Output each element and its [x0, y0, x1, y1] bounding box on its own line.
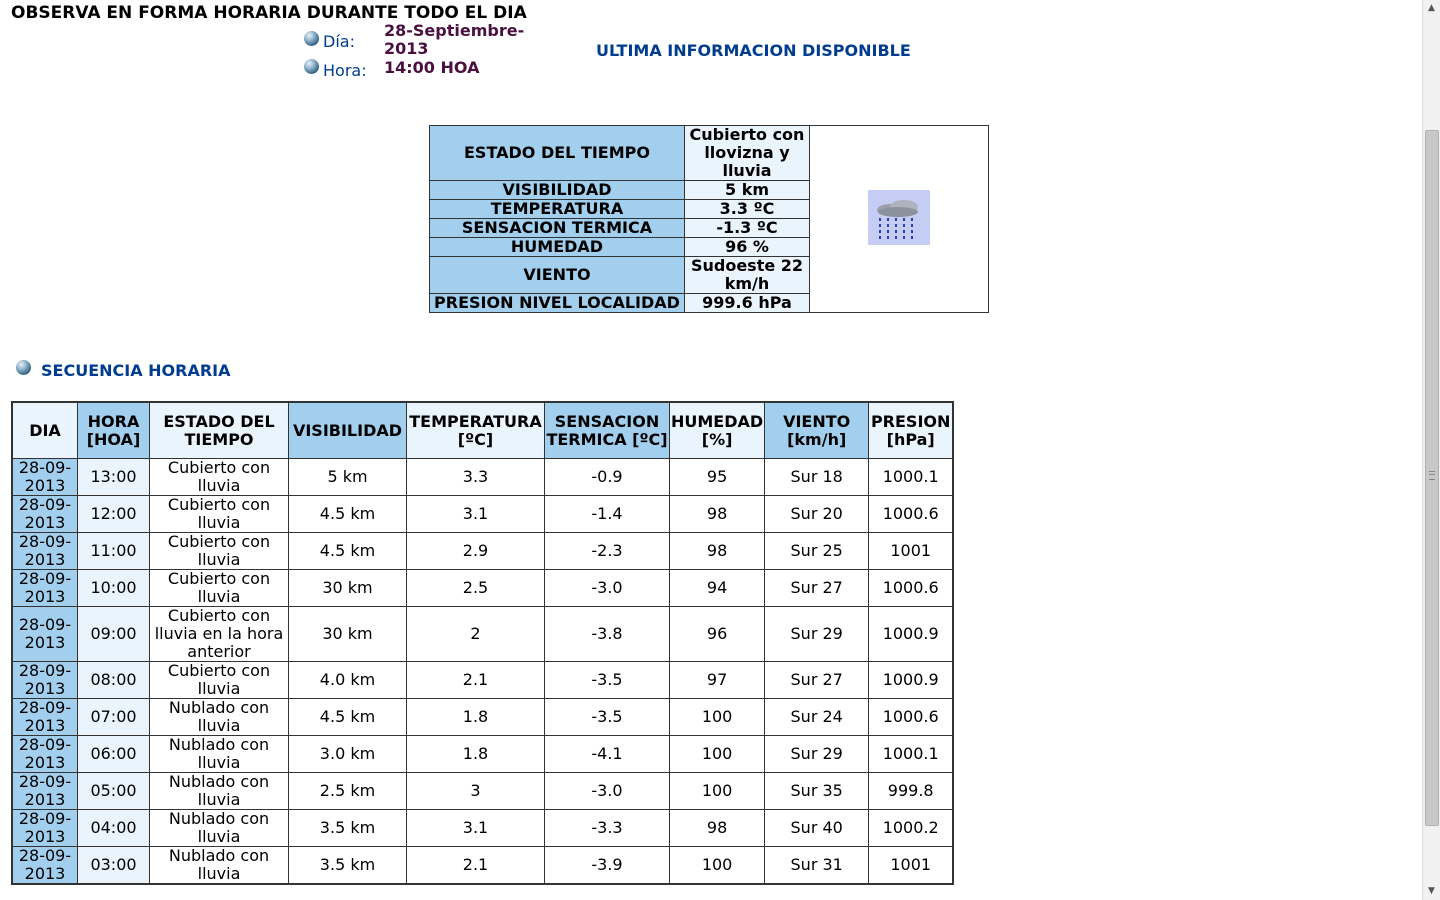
bullet-orb-icon — [304, 31, 319, 46]
table-cell-hora: 03:00 — [78, 847, 150, 885]
table-row — [12, 847, 953, 885]
table-cell-vis: 30 km — [289, 570, 407, 607]
table-cell-estado: Cubierto con lluvia — [150, 662, 289, 699]
table-cell-dia: 28-09-2013 — [12, 533, 78, 570]
table-cell-pres: 1000.6 — [869, 570, 954, 607]
table-cell-hum: 100 — [670, 699, 765, 736]
table-cell-vis: 5 km — [289, 459, 407, 496]
table-cell-hum: 100 — [670, 736, 765, 773]
table-row — [12, 459, 953, 496]
bullet-orb-icon — [16, 360, 31, 375]
table-row — [12, 736, 953, 773]
table-cell-vis: 2.5 km — [289, 773, 407, 810]
table-cell-temp: 1.8 — [407, 736, 545, 773]
column-header: HORA [HOA] — [78, 402, 150, 459]
day-value-line2: 2013 — [384, 39, 429, 58]
table-cell-hum: 98 — [670, 533, 765, 570]
table-cell-estado: Nublado con lluvia — [150, 699, 289, 736]
table-cell-viento: Sur 27 — [765, 570, 869, 607]
current-label: PRESION NIVEL LOCALIDAD — [430, 294, 685, 313]
column-header: VISIBILIDAD — [289, 402, 407, 459]
bullet-orb-icon — [304, 59, 319, 74]
table-row — [12, 662, 953, 699]
hour-label: Hora: — [323, 61, 367, 80]
table-cell-temp: 3.1 — [407, 496, 545, 533]
table-cell-vis: 3.0 km — [289, 736, 407, 773]
table-cell-vis: 30 km — [289, 607, 407, 662]
current-value: Cubierto con llovizna y lluvia — [685, 126, 810, 181]
current-label: SENSACION TERMICA — [430, 219, 685, 238]
column-header: TEMPERATURA [ºC] — [407, 402, 545, 459]
table-cell-viento: Sur 35 — [765, 773, 869, 810]
table-cell-hora: 09:00 — [78, 607, 150, 662]
table-cell-viento: Sur 27 — [765, 662, 869, 699]
table-cell-dia: 28-09-2013 — [12, 699, 78, 736]
scroll-up-arrow-icon[interactable]: ▲ — [1428, 3, 1435, 13]
table-cell-sens: -4.1 — [545, 736, 670, 773]
table-cell-hum: 96 — [670, 607, 765, 662]
table-cell-estado: Nublado con lluvia — [150, 773, 289, 810]
table-cell-vis: 3.5 km — [289, 847, 407, 885]
table-cell-estado: Nublado con lluvia — [150, 736, 289, 773]
table-cell-temp: 3.3 — [407, 459, 545, 496]
table-cell-temp: 2.1 — [407, 847, 545, 885]
table-cell-estado: Cubierto con lluvia en la hora anterior — [150, 607, 289, 662]
column-header: DIA — [12, 402, 78, 459]
table-cell-pres: 1000.2 — [869, 810, 954, 847]
table-row — [12, 496, 953, 533]
column-header: HUMEDAD [%] — [670, 402, 765, 459]
table-cell-dia: 28-09-2013 — [12, 570, 78, 607]
table-cell-temp: 2.1 — [407, 662, 545, 699]
table-cell-pres: 1000.6 — [869, 699, 954, 736]
table-cell-vis: 4.5 km — [289, 496, 407, 533]
table-cell-hora: 10:00 — [78, 570, 150, 607]
table-row — [12, 533, 953, 570]
table-cell-dia: 28-09-2013 — [12, 662, 78, 699]
table-cell-hum: 100 — [670, 847, 765, 885]
table-cell-viento: Sur 20 — [765, 496, 869, 533]
table-cell-sens: -2.3 — [545, 533, 670, 570]
table-cell-hora: 05:00 — [78, 773, 150, 810]
table-row — [12, 570, 953, 607]
table-cell-dia: 28-09-2013 — [12, 459, 78, 496]
cloud-rain-icon — [868, 190, 930, 245]
table-cell-viento: Sur 31 — [765, 847, 869, 885]
table-cell-viento: Sur 29 — [765, 607, 869, 662]
table-row — [12, 773, 953, 810]
table-cell-hum: 95 — [670, 459, 765, 496]
table-cell-hum: 94 — [670, 570, 765, 607]
table-cell-pres: 1000.1 — [869, 459, 954, 496]
hourly-sequence-table — [11, 401, 954, 885]
current-value: 3.3 ºC — [685, 200, 810, 219]
current-conditions-table — [429, 125, 989, 313]
table-cell-sens: -3.0 — [545, 773, 670, 810]
table-cell-sens: -3.8 — [545, 607, 670, 662]
table-cell-estado: Nublado con lluvia — [150, 810, 289, 847]
sequence-title: SECUENCIA HORARIA — [41, 361, 231, 380]
table-cell-hum: 98 — [670, 810, 765, 847]
table-cell-dia: 28-09-2013 — [12, 847, 78, 885]
table-cell-hora: 11:00 — [78, 533, 150, 570]
table-row — [12, 607, 953, 662]
table-cell-hora: 12:00 — [78, 496, 150, 533]
table-cell-temp: 2 — [407, 607, 545, 662]
table-cell-sens: -3.3 — [545, 810, 670, 847]
table-cell-viento: Sur 29 — [765, 736, 869, 773]
day-value-line1: 28-Septiembre- — [384, 21, 525, 40]
table-cell-viento: Sur 24 — [765, 699, 869, 736]
column-header: ESTADO DEL TIEMPO — [150, 402, 289, 459]
grip-icon — [1429, 471, 1435, 480]
table-cell-pres: 999.8 — [869, 773, 954, 810]
current-value: 999.6 hPa — [685, 294, 810, 313]
table-cell-sens: -3.5 — [545, 699, 670, 736]
table-cell-hum: 97 — [670, 662, 765, 699]
current-label: ESTADO DEL TIEMPO — [430, 126, 685, 181]
column-header: SENSACION TERMICA [ºC] — [545, 402, 670, 459]
current-value: 96 % — [685, 238, 810, 257]
table-cell-pres: 1001 — [869, 533, 954, 570]
table-cell-hora: 08:00 — [78, 662, 150, 699]
table-row — [12, 699, 953, 736]
table-cell-temp: 3.1 — [407, 810, 545, 847]
current-label: TEMPERATURA — [430, 200, 685, 219]
current-label: VIENTO — [430, 257, 685, 294]
table-cell-dia: 28-09-2013 — [12, 810, 78, 847]
table-cell-pres: 1001 — [869, 847, 954, 885]
current-label: VISIBILIDAD — [430, 181, 685, 200]
day-label: Día: — [323, 32, 355, 51]
table-cell-temp: 3 — [407, 773, 545, 810]
latest-info-link[interactable]: ULTIMA INFORMACION DISPONIBLE — [596, 41, 911, 60]
table-cell-pres: 1000.6 — [869, 496, 954, 533]
table-cell-hum: 98 — [670, 496, 765, 533]
day-value — [384, 22, 524, 58]
table-cell-temp: 2.5 — [407, 570, 545, 607]
table-cell-sens: -1.4 — [545, 496, 670, 533]
table-cell-sens: -0.9 — [545, 459, 670, 496]
table-cell-viento: Sur 25 — [765, 533, 869, 570]
page-title: OBSERVA EN FORMA HORARIA DURANTE TODO EL DIA — [11, 3, 527, 23]
table-cell-temp: 2.9 — [407, 533, 545, 570]
table-cell-sens: -3.5 — [545, 662, 670, 699]
table-cell-vis: 4.0 km — [289, 662, 407, 699]
table-cell-sens: -3.0 — [545, 570, 670, 607]
current-label: HUMEDAD — [430, 238, 685, 257]
table-cell-hora: 07:00 — [78, 699, 150, 736]
table-cell-pres: 1000.1 — [869, 736, 954, 773]
table-cell-estado: Nublado con lluvia — [150, 847, 289, 885]
current-value: -1.3 ºC — [685, 219, 810, 238]
table-cell-vis: 4.5 km — [289, 699, 407, 736]
weather-image-cell — [810, 126, 989, 313]
table-cell-hum: 100 — [670, 773, 765, 810]
table-cell-hora: 06:00 — [78, 736, 150, 773]
table-cell-sens: -3.9 — [545, 847, 670, 885]
table-cell-vis: 3.5 km — [289, 810, 407, 847]
table-cell-dia: 28-09-2013 — [12, 773, 78, 810]
table-cell-dia: 28-09-2013 — [12, 607, 78, 662]
current-value: 5 km — [685, 181, 810, 200]
table-cell-pres: 1000.9 — [869, 662, 954, 699]
table-cell-viento: Sur 40 — [765, 810, 869, 847]
table-cell-estado: Cubierto con lluvia — [150, 496, 289, 533]
column-header: PRESION [hPa] — [869, 402, 954, 459]
current-value: Sudoeste 22 km/h — [685, 257, 810, 294]
column-header: VIENTO [km/h] — [765, 402, 869, 459]
hour-value: 14:00 HOA — [384, 58, 480, 77]
table-cell-hora: 13:00 — [78, 459, 150, 496]
table-cell-dia: 28-09-2013 — [12, 736, 78, 773]
table-cell-pres: 1000.9 — [869, 607, 954, 662]
table-cell-estado: Cubierto con lluvia — [150, 570, 289, 607]
table-cell-hora: 04:00 — [78, 810, 150, 847]
scroll-down-arrow-icon[interactable]: ▼ — [1428, 886, 1435, 896]
scrollbar-thumb[interactable] — [1425, 130, 1439, 826]
table-cell-vis: 4.5 km — [289, 533, 407, 570]
table-cell-dia: 28-09-2013 — [12, 496, 78, 533]
table-cell-estado: Cubierto con lluvia — [150, 533, 289, 570]
vertical-scrollbar[interactable] — [1422, 0, 1440, 900]
table-cell-temp: 1.8 — [407, 699, 545, 736]
table-cell-estado: Cubierto con lluvia — [150, 459, 289, 496]
table-row — [12, 810, 953, 847]
table-cell-viento: Sur 18 — [765, 459, 869, 496]
